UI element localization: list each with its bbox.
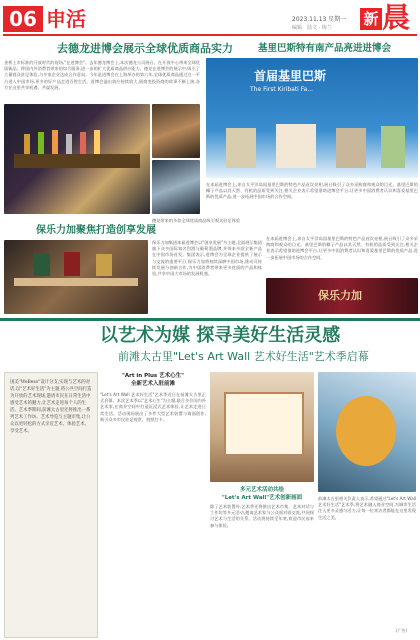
article3-photo xyxy=(4,240,148,314)
feature-photo-1 xyxy=(210,372,314,482)
ad-credit: (广告) xyxy=(396,628,408,633)
banner-subtitle: The First Kiribati Fa... xyxy=(250,86,314,93)
feature-photo-2 xyxy=(318,372,416,492)
article1-title: 去德龙进博会展示全球优质商品实力 xyxy=(57,42,233,55)
editor-credit: 编辑 陆文 · 梅兰 xyxy=(292,25,332,31)
feature-title: 以艺术为媒 探寻美好生活灵感 xyxy=(100,325,341,346)
feature-col2: 除了艺术装置外,艺术季还将推出艺术市集、艺术对话与工作坊等多元活动,邀请艺术家与公众面对面交流,共同探讨艺术与生活的关系。活动将持续至年底,欢迎市民前来参与体验。 xyxy=(210,504,314,528)
banner-title: 首届基里巴斯 xyxy=(254,69,327,83)
article1-photo-side-1 xyxy=(152,104,200,158)
section-divider xyxy=(0,318,420,321)
feature-col1: "Let's Art Wall 艺术好生活"艺术季近日在前滩太古里正式启幕。本次艺术季以"艺术心生"为主题,联合多位国内外艺术家,在商业空间中打造沉浸式艺术体验,让艺术走进日常生活。活动现场展出了多件大型艺术装置与墙面创作,吸引众多市民驻足观赏、拍照打卡。 xyxy=(100,392,206,422)
logo-mark: 新 xyxy=(360,8,382,30)
header-rule xyxy=(3,34,417,36)
article3-body: 保乐力加集团本届进博会以"创享发展"为主题,全面展示集团旗下众多国际知名烈酒与葡萄酒品牌,并带来多款全新产品在中国市场首发。集团表示,进博会为全球企业提供了展示与交流的重要平台,保乐力加将持续深耕中国市场,推动可持续发展与创新合作,为中国消费者带来更多优质的产品和体验,共享中国大市场的发展机遇。 xyxy=(152,240,262,277)
newspaper-logo-icon xyxy=(360,2,418,34)
article1-caption: 德龙带来的多款全球优质商品吸引观众驻足体验 xyxy=(152,218,240,223)
logo-text: 晨 xyxy=(382,1,411,34)
article2-body-cont: 在本届进博会上,来自太平洋岛国基里巴斯的特色产品首次亮相,展台吸引了众多采购商和观众的目光。基里巴斯的椰子产品以其天然、有机的品质受到关注,相关企业表示希望借助进博会平台,让更多中国消费者认识和喜爱基里巴斯的优质产品,进一步拓展中国市场的合作空间。 xyxy=(266,236,418,260)
issue-date: 2023.11.13 星期一 xyxy=(292,16,347,23)
side-quote-box xyxy=(4,372,98,638)
section-number: 06 xyxy=(3,6,43,32)
article3-title: 保乐力加聚焦打造创享发展 xyxy=(36,225,156,236)
feature-subtitle: 前滩太古里"Let's Art Wall 艺术好生活"艺术季启幕 xyxy=(118,350,369,363)
side-quote-text: 国美"WeBeso"设计分支,实现与艺术的对话,以"艺术好生活"为主题,将公共空间打造为开放的艺术现场,邀请市民在日常生活中感受艺术的魅力,让艺术走进每个人的生活。艺术季期间,前滩太古里还将推出一系列艺术工作坊、艺术导览与主题市集,让公众以更轻松的方式亲近艺术、体验艺术、享受艺术。 xyxy=(10,380,92,434)
brand-banner xyxy=(266,278,418,314)
feature-byline: "Art in Plus 艺术心生" 全新艺术入驻前滩 xyxy=(122,373,184,387)
feature-col2-head: 多元艺术活动共绘 "Let's Art Wall"艺术创新画面 xyxy=(221,487,303,501)
article2-body: 在本届进博会上,来自太平洋岛国基里巴斯的特色产品首次亮相,展台吸引了众多采购商和观众的目光。基里巴斯的椰子产品以其天然、有机的品质受到关注,相关企业表示希望借助进博会平台,让更多中国消费者认识和喜爱基里巴斯的优质产品,进一步拓展中国市场的合作空间。 xyxy=(206,182,418,200)
article1-photo-side-2 xyxy=(152,160,200,214)
feature-col3: 前滩太古里相关负责人表示,希望通过"Let's Art Wall 艺术好生活"艺术季,将艺术融入商业空间,为城市生活注入更多灵感与活力,让每一位来访者都能在这里发现生活之美。 xyxy=(318,496,416,520)
article1-body: 金桥上市标准的开放时代的现场,"在进博会"。去年德龙博会上,本次德龙公司展台。在开放中心带来全球优质新品。将国内外消费者带来的综合服务,进一步的扩大优质商品供应能力。德龙在进博会的展示中,吸引了大量观众驻足体验,与多家企业达成合作意向。今年是进博会在上海举办的第六年,全球优质商品通过这一平台进入中国市场,更多的好产品走进百姓生活。进博会溢出效应持续放大,展商变投资商的故事不断上演,各方在这里共享机遇、共谋发展。 xyxy=(4,60,200,90)
brand-name: 保乐力加 xyxy=(318,289,362,302)
section-name: 申活 xyxy=(46,7,86,31)
article2-title: 基里巴斯特有南产品亮进进博会 xyxy=(258,43,392,54)
article1-photo-main xyxy=(4,104,150,214)
article2-photo xyxy=(206,58,418,178)
